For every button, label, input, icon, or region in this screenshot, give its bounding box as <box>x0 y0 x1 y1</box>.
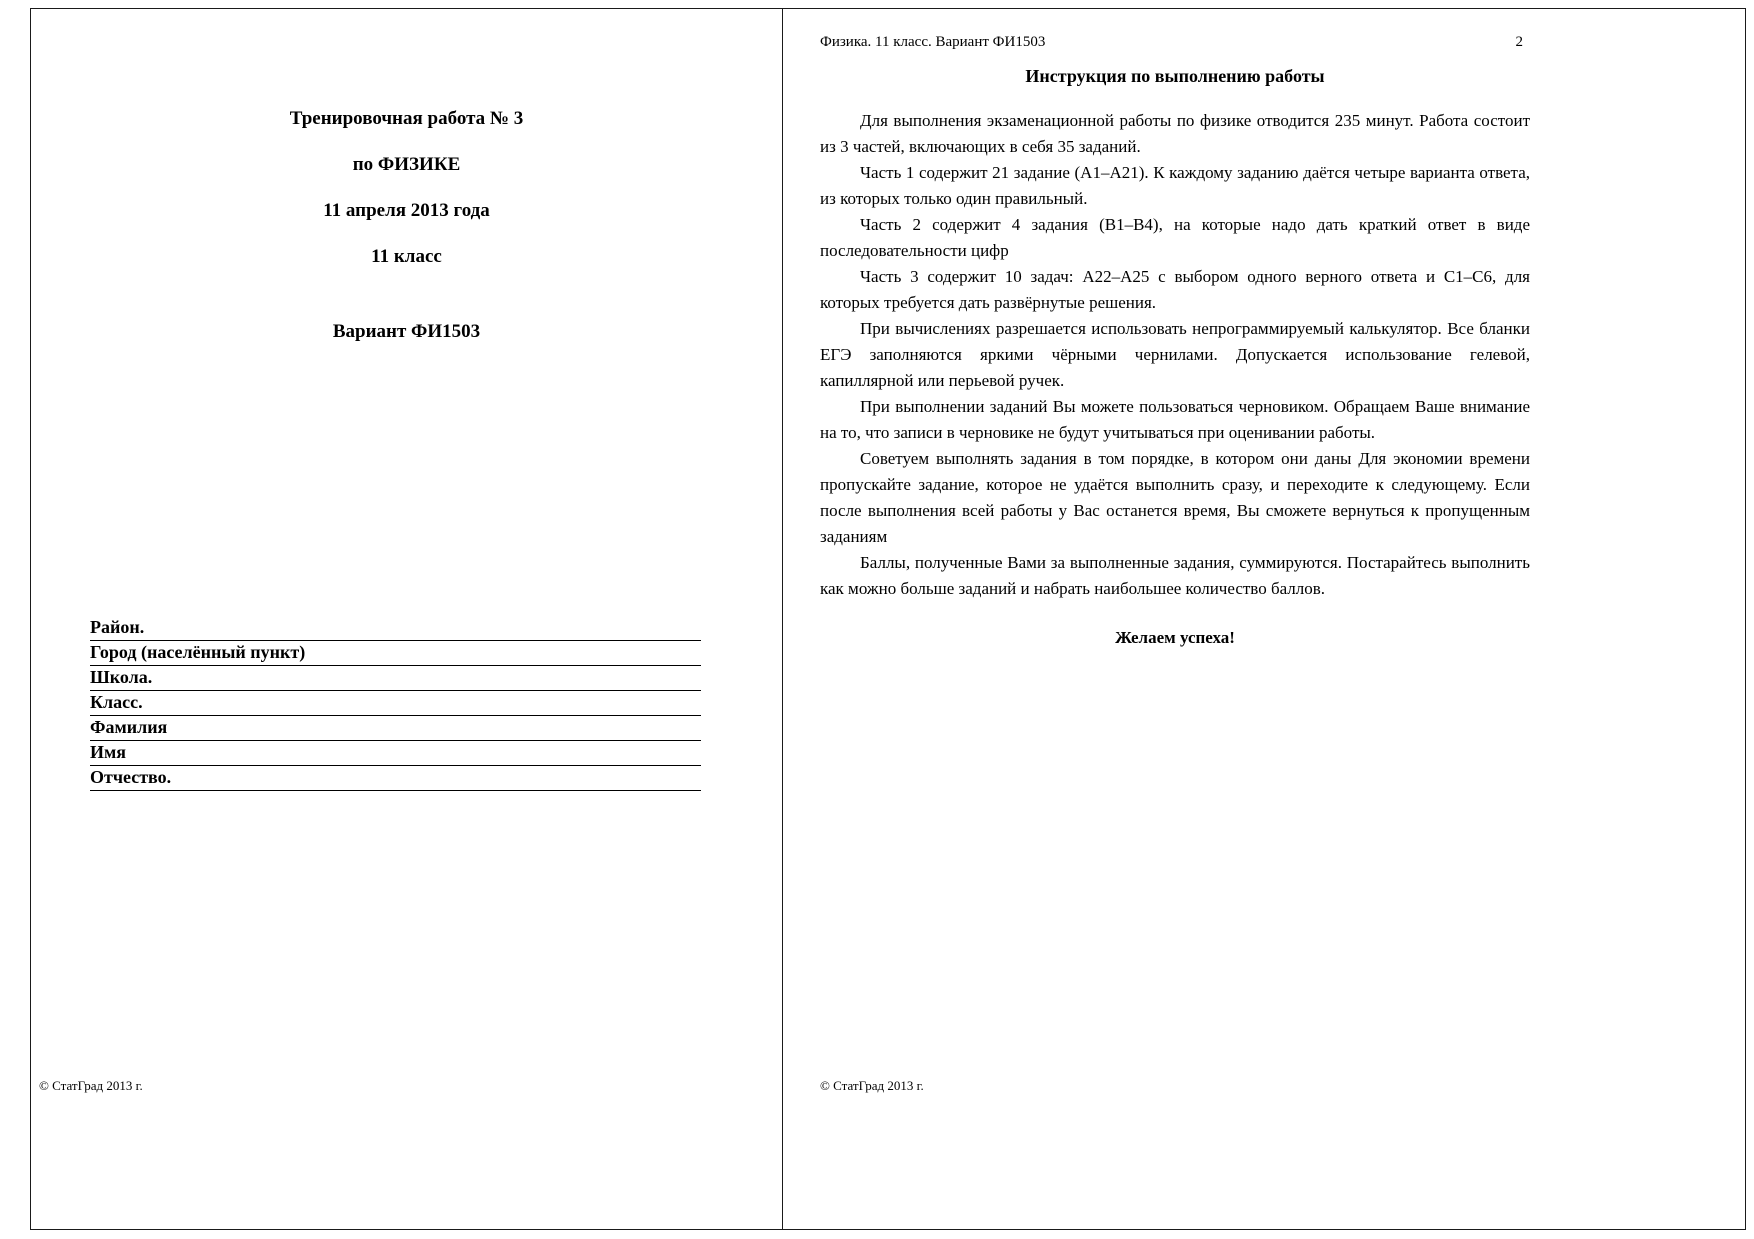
page-left <box>31 8 782 1230</box>
doc-title-line: Тренировочная работа № 3 <box>289 108 524 129</box>
doc-subject-line: по ФИЗИКЕ <box>352 154 461 175</box>
field-row-surname <box>90 716 701 741</box>
field-row-district <box>90 616 701 641</box>
field-row-city <box>90 641 701 666</box>
instruction-paragraph: Часть 1 содержит 21 задание (А1–А21). К каждому заданию даётся четыре варианта ответа, из которых только один правильный. <box>820 163 1530 208</box>
field-row-class <box>90 691 701 716</box>
instruction-paragraph: При вычислениях разрешается использовать непрограммируемый калькулятор. Все бланки ЕГЭ заполняются яркими чёрными чернилами. Допускается использование гелевой, капиллярной или перьевой ручек. <box>820 319 1530 390</box>
instruction-paragraph: Советуем выполнять задания в том порядке, в котором они даны Для экономии времени пропускайте задание, которое не удаётся выполнить сразу, и переходите к следующему. Если после выполнения всей работы у Вас останется время, Вы сможете вернуться к пропущенным заданиям <box>820 449 1530 546</box>
title-block <box>31 108 782 343</box>
page-number: 2 <box>1515 34 1523 50</box>
running-head-text: Физика. 11 класс. Вариант ФИ1503 <box>820 34 1046 50</box>
field-label: Отчество. <box>90 767 172 787</box>
page-right <box>783 8 1745 1230</box>
student-info-fields <box>90 616 701 791</box>
field-label: Город (населённый пункт) <box>90 642 306 662</box>
field-row-patronymic <box>90 766 701 791</box>
variant-label: Вариант ФИ1503 <box>332 321 481 342</box>
field-label: Класс. <box>90 692 143 712</box>
instruction-paragraph: Баллы, полученные Вами за выполненные задания, суммируются. Постарайтесь выполнить как можно больше заданий и набрать наибольшее количество баллов. <box>820 553 1530 598</box>
doc-date-line: 11 апреля 2013 года <box>323 200 490 221</box>
field-label: Фамилия <box>90 717 168 737</box>
field-label: Имя <box>90 742 126 762</box>
field-label: Район. <box>90 617 145 637</box>
running-head <box>820 34 1523 51</box>
good-luck-line: Желаем успеха! <box>1115 628 1235 647</box>
instructions-body <box>820 108 1530 648</box>
copyright-footer: © СтатГрад 2013 г. <box>39 1078 143 1093</box>
field-label: Школа. <box>90 667 153 687</box>
instructions-title: Инструкция по выполнению работы <box>1025 66 1325 86</box>
instruction-paragraph: Часть 3 содержит 10 задач: А22–А25 с выбором одного верного ответа и С1–С6, для которых требуется дать развёрнутые решения. <box>820 267 1530 312</box>
instruction-paragraph: Для выполнения экзаменационной работы по физике отводится 235 минут. Работа состоит из 3 частей, включающих в себя 35 заданий. <box>820 111 1530 156</box>
doc-grade-line: 11 класс <box>371 246 442 267</box>
instruction-paragraph: При выполнении заданий Вы можете пользоваться черновиком. Обращаем Ваше внимание на то, что записи в черновике не будут учитываться при оценивании работы. <box>820 397 1530 442</box>
field-row-school <box>90 666 701 691</box>
field-row-firstname <box>90 741 701 766</box>
copyright-footer: © СтатГрад 2013 г. <box>820 1078 924 1093</box>
instruction-paragraph: Часть 2 содержит 4 задания (В1–В4), на которые надо дать краткий ответ в виде последовательности цифр <box>820 215 1530 260</box>
